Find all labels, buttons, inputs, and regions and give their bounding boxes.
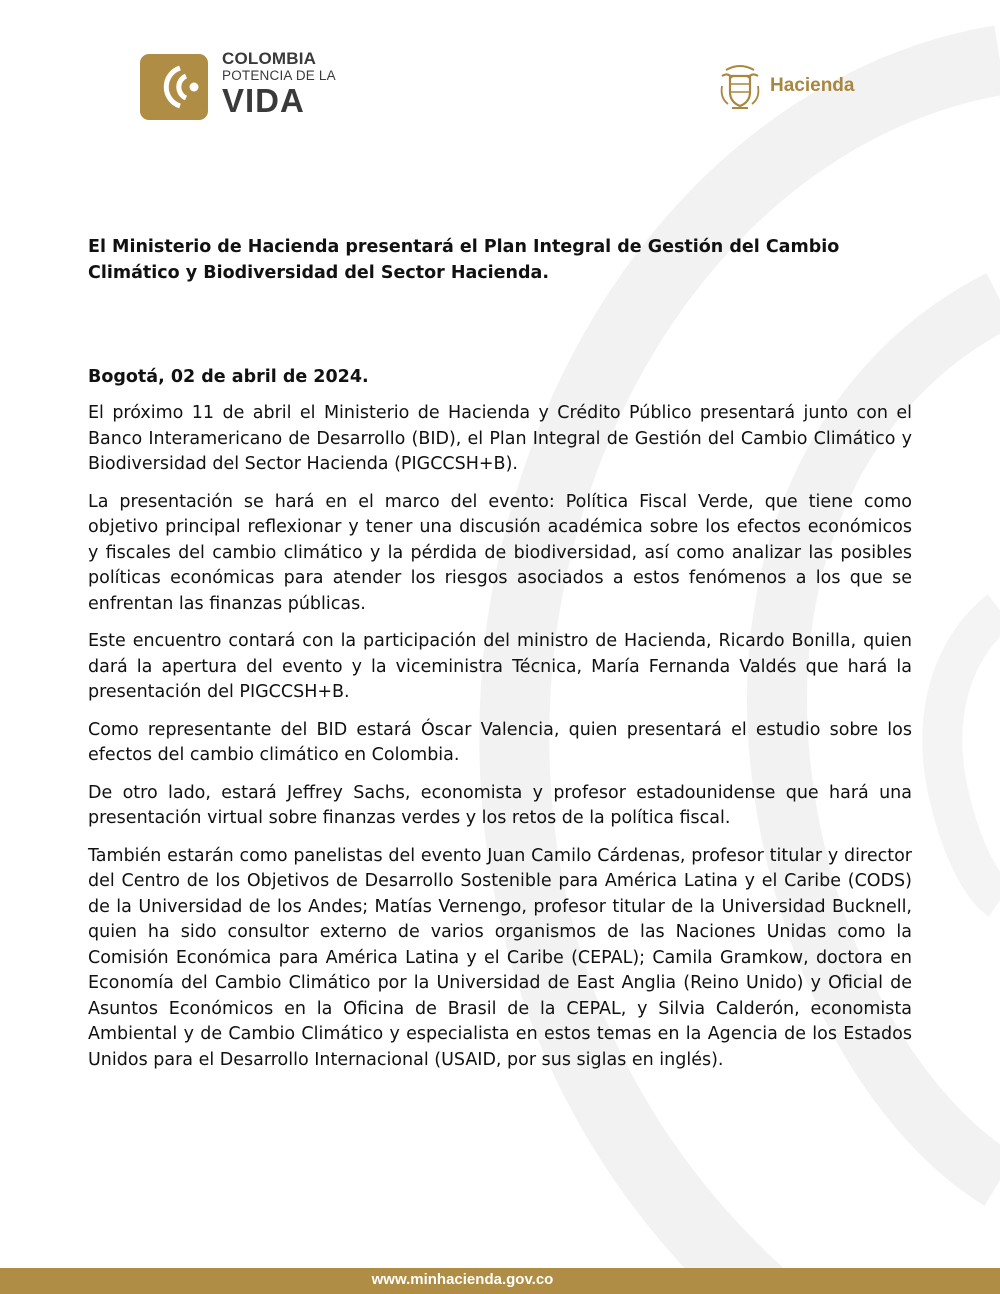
page-footer xyxy=(0,1268,1000,1294)
paragraph-3: Este encuentro contará con la participación del ministro de Hacienda, Ricardo Bonilla, quien dará la apertura del evento y la viceministra Técnica, María Fernanda Valdés que hará la presentación del PIGCCSH+B. xyxy=(88,631,912,702)
document-title: El Ministerio de Hacienda presentará el Plan Integral de Gestión del Cambio Climático y Biodiversidad del Sector Hacienda. xyxy=(88,237,840,283)
press-release-body xyxy=(88,234,912,1073)
page-header xyxy=(0,0,1000,140)
paragraph-4: Como representante del BID estará Óscar Valencia, quien presentará el estudio sobre los efectos del cambio climático en Colombia. xyxy=(88,719,912,765)
brand-wordmark xyxy=(222,50,336,118)
ministry-name: Hacienda xyxy=(770,75,855,96)
website-url: www.minhacienda.gov.co xyxy=(371,1271,554,1288)
brand-line-1: COLOMBIA xyxy=(222,49,317,68)
paragraph-6: También estarán como panelistas del evento Juan Camilo Cárdenas, profesor titular y director del Centro de los Objetivos de Desarrollo Sostenible para América Latina y el Caribe (CODS) de la Universidad de los Andes; Matías Vernengo, profesor titular de la Universidad Bucknell, quien ha sido consultor externo de varios organismos de las Naciones Unidas como la Comisión Económica para América Latina y el Caribe (CEPAL); Camila Gramkow, doctora en Economía del Cambio Climático por la Universidad de East Anglia (Reino Unido) y Oficial de Asuntos Económicos en la Oficina de Brasil de la CEPAL, y Silvia Calderón, economista Ambiental y de Cambio Climático y especialista en estos temas en la Agencia de los Estados Unidos para el Desarrollo Internacional (USAID, por sus siglas en inglés). xyxy=(88,845,912,1070)
colombia-potencia-de-la-vida-logo-icon xyxy=(140,54,208,120)
ministry-logo xyxy=(718,64,868,112)
brand-logo xyxy=(140,50,340,124)
paragraph-5: De otro lado, estará Jeffrey Sachs, economista y profesor estadounidense que hará una presentación virtual sobre finanzas verdes y los retos de la política fiscal. xyxy=(88,782,912,828)
brand-line-3: VIDA xyxy=(222,82,305,119)
dateline: Bogotá, 02 de abril de 2024. xyxy=(88,367,369,387)
brand-line-2: POTENCIA DE LA xyxy=(222,68,336,83)
paragraph-1: El próximo 11 de abril el Ministerio de Hacienda y Crédito Público presentará junto con el Banco Interamericano de Desarrollo (BID), el Plan Integral de Gestión del Cambio Climático y Biodiversidad del Sector Hacienda (PIGCCSH+B). xyxy=(88,403,912,474)
paragraph-2: La presentación se hará en el marco del evento: Política Fiscal Verde, que tiene como objetivo principal reflexionar y tener una discusión académica sobre los efectos económicos y fiscales del cambio climático y la pérdida de biodiversidad, así como analizar las posibles políticas económicas para atender los riesgos asociados a estos fenómenos a los que se enfrentan las finanzas públicas. xyxy=(88,491,912,614)
colombia-coat-of-arms-icon xyxy=(718,64,762,110)
